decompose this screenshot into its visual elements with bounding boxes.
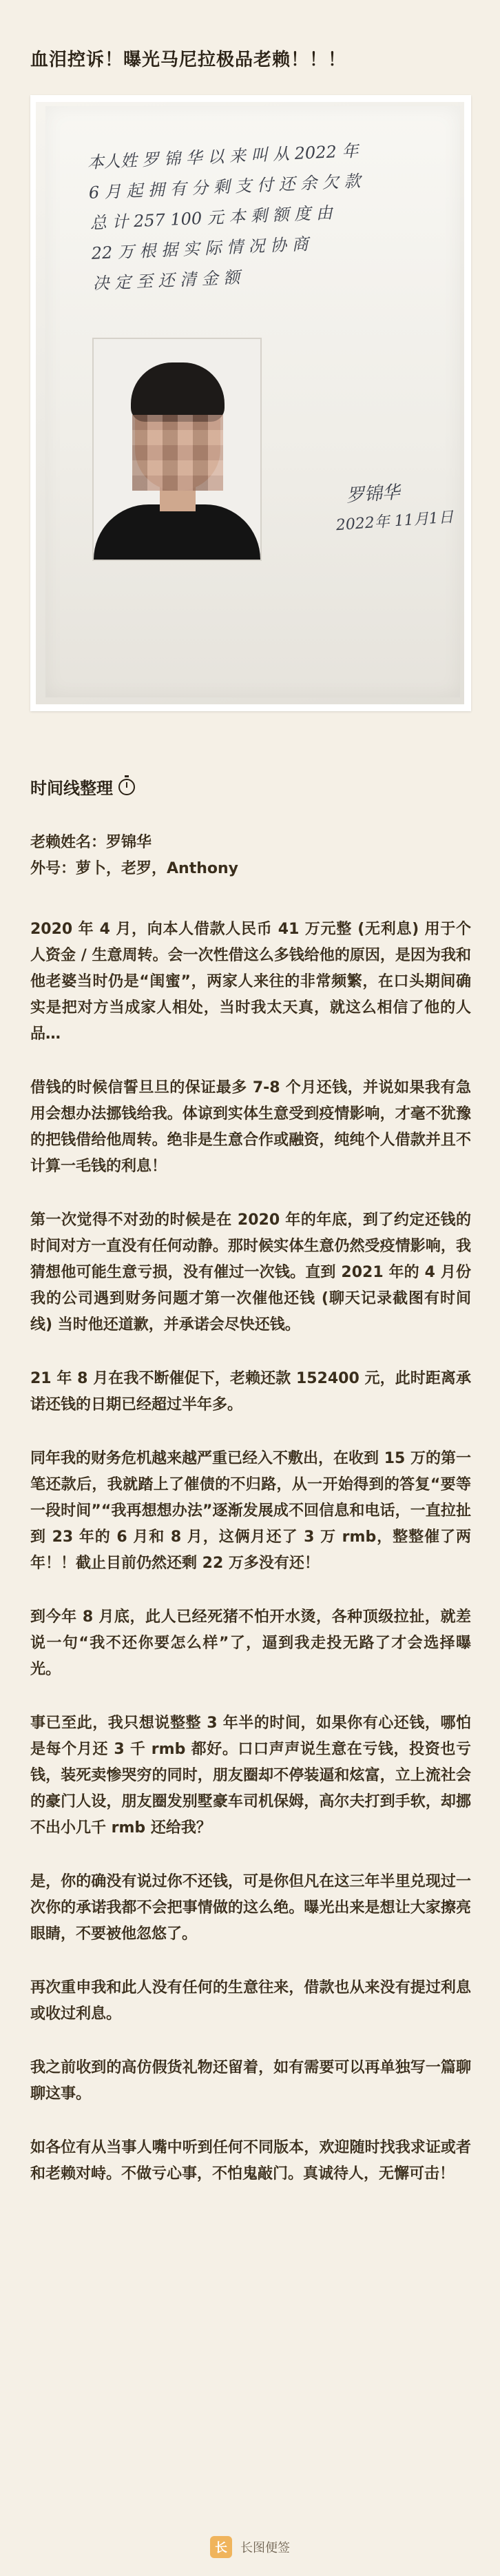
debtor-alias-line: 外号：萝卜，老罗，Anthony [30, 860, 238, 877]
story-paragraph: 再次重申我和此人没有任何的生意往来，借款也从来没有提过利息或收过利息。 [30, 1979, 471, 2023]
signature-date: 2022年 11月1日 [335, 509, 455, 535]
signature-name: 罗锦华 [345, 482, 401, 507]
debtor-info [30, 830, 471, 882]
evidence-photo [36, 102, 464, 704]
portrait-mosaic [132, 415, 223, 491]
footer-watermark [0, 2533, 500, 2561]
handwritten-iou-paper [45, 106, 460, 697]
debtor-name-line: 老赖姓名：罗锦华 [30, 834, 152, 851]
story-paragraph: 我之前收到的高仿假货礼物还留着，如有需要可以再单独写一篇聊聊这事。 [30, 2059, 471, 2103]
debtor-portrait [92, 338, 262, 561]
article-title: 血泪控诉！曝光马尼拉极品老赖！！！ [30, 50, 347, 70]
timeline-heading [30, 775, 135, 799]
story-paragraph: 第一次觉得不对劲的时候是在 2020 年的年底，到了约定还钱的时间对方一直没有任何动静。那时候实体生意仍然受疫情影响，我猜想他可能生意亏损，没有催过一次钱。直到 2021 年的 4 月份我的公司遇到财务问题才第一次催他还钱 (聊天记录截图有时间线) 当时他还道歉，并承诺会尽快还钱。 [30, 1212, 471, 1333]
timer-icon [118, 779, 135, 795]
story-paragraph: 21 年 8 月在我不断催促下，老赖还款 152400 元，此时距离承诺还钱的日期已经超过半年多。 [30, 1370, 471, 1413]
portrait-hair [131, 362, 225, 422]
story-paragraphs [30, 917, 471, 2215]
footer-app-name: 长图便签 [240, 2541, 290, 2555]
signature-block [333, 474, 461, 535]
portrait-shirt [94, 504, 260, 560]
story-paragraph: 是，你的确没有说过你不还钱，可是你但凡在这三年半里兑现过一次你的承诺我都不会把事情做的这么绝。曝光出来是想让大家擦亮眼睛，不要被他忽悠了。 [30, 1873, 471, 1943]
story-paragraph: 同年我的财务危机越来越严重已经入不敷出，在收到 15 万的第一笔还款后，我就踏上了催债的不归路，从一开始得到的答复“要等一段时间”“我再想想办法”逐渐发展成不回信息和电话，一直拉扯到 23 年的 6 月和 8 月，这俩月还了 3 万 rmb，整整催了两年！！截止目前仍然还剩 22 万多没有还！ [30, 1450, 471, 1572]
handwritten-note: 本人姓 罗 锦 华 以 来 叫 从 2022 年 6 月 起 拥 有 分 剩 支 付 还 余 欠 款 总 计 257 100 元 本 剩 额 度 由 22 万 根 据 实 际 情 况 协 商 决 定 至 还 清 金 额 [87, 141, 361, 294]
story-paragraph: 借钱的时候信誓旦旦的保证最多 7-8 个月还钱，并说如果我有急用会想办法挪钱给我。体谅到实体生意受到疫情影响，才毫不犹豫的把钱借给他周转。绝非是生意合作或融资，纯纯个人借款并且不计算一毛钱的利息！ [30, 1079, 471, 1175]
story-paragraph: 到今年 8 月底，此人已经死猪不怕开水烫，各种顶级拉扯，就差说一句“我不还你要怎么样”了，逼到我走投无路了才会选择曝光。 [30, 1608, 471, 1678]
app-logo-icon: 长 [210, 2536, 232, 2558]
evidence-photo-frame [30, 95, 471, 711]
story-paragraph: 事已至此，我只想说整整 3 年半的时间，如果你有心还钱，哪怕是每个月还 3 千 rmb 都好。口口声声说生意在亏钱，投资也亏钱，装死卖惨哭穷的同时，朋友圈却不停装逼和炫富，立上流社会的豪门人设，朋友圈发别墅豪车司机保姆，高尔夫打到手软，却挪不出小几千 rmb 还给我？ [30, 1715, 471, 1837]
story-paragraph: 2020 年 4 月，向本人借款人民币 41 万元整 (无利息) 用于个人资金 / 生意周转。会一次性借这么多钱给他的原因，是因为我和他老婆当时仍是“闺蜜”，两家人来往的非常频繁，在口头期间确实是把对方当成家人相处，当时我太天真，就这么相信了他的人品… [30, 921, 471, 1043]
story-paragraph: 如各位有从当事人嘴中听到任何不同版本，欢迎随时找我求证或者和老赖对峙。不做亏心事，不怕鬼敲门。真诚待人，无懈可击！ [30, 2139, 471, 2183]
timeline-heading-text: 时间线整理 [30, 779, 113, 798]
